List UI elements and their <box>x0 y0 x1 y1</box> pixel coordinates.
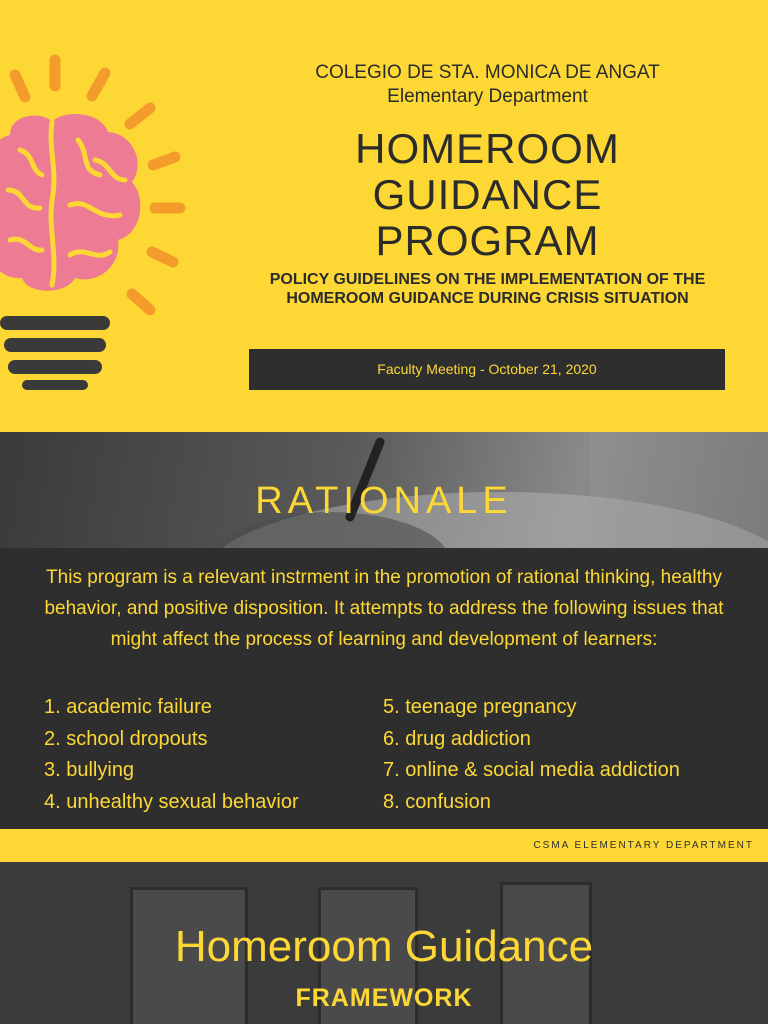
list-item: 6. drug addiction <box>383 727 531 750</box>
framework-subheading: FRAMEWORK <box>295 984 473 1012</box>
framework-heading: Homeroom Guidance <box>174 922 594 971</box>
title-line-1: HOMEROOM <box>355 125 620 172</box>
list-item: 3. bullying <box>44 759 135 781</box>
subtitle: POLICY GUIDELINES ON THE IMPLEMENTATION OF THE HOMEROOM GUIDANCE DURING CRISIS SITUATION <box>269 271 706 307</box>
lightbulb-brain-icon <box>0 40 230 400</box>
rationale-heading: RATIONALE <box>255 480 513 522</box>
list-item: 2. school dropouts <box>44 727 208 750</box>
title-line-2: GUIDANCE <box>372 171 603 218</box>
rationale-paragraph: This program is a relevant instrment in the promotion of rational thinking, healthy behavior, and positive disposition. It attempts to address the following issues that might affect the process of learning and development of learners: <box>44 567 724 650</box>
list-item: 5. teenage pregnancy <box>383 696 577 718</box>
list-item: 4. unhealthy sexual behavior <box>44 790 299 813</box>
header-section <box>0 0 768 432</box>
list-item: 7. online & social media addiction <box>383 759 680 781</box>
title-line-3: PROGRAM <box>375 217 600 264</box>
school-name: COLEGIO DE STA. MONICA DE ANGAT <box>315 62 660 83</box>
list-item: 8. confusion <box>383 790 491 813</box>
footer-label: CSMA ELEMENTARY DEPARTMENT <box>533 840 754 851</box>
list-item: 1. academic failure <box>44 696 212 718</box>
issues-list-right <box>383 692 680 818</box>
meeting-banner: Faculty Meeting - October 21, 2020 <box>249 349 725 390</box>
page-title <box>250 126 725 264</box>
department-name: Elementary Department <box>387 86 588 107</box>
issues-list-left <box>44 692 299 818</box>
